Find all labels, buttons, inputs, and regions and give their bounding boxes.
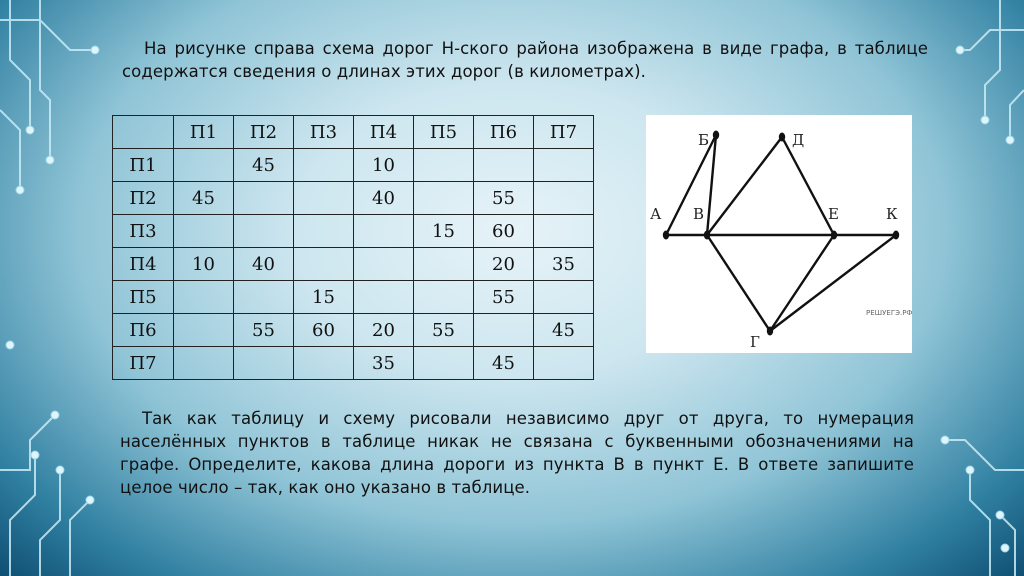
table-cell <box>354 215 414 248</box>
label-e: Е <box>828 205 839 223</box>
table-cell <box>174 149 234 182</box>
table-row <box>113 149 594 182</box>
table-cell <box>294 248 354 281</box>
table-header-cell: П6 <box>474 116 534 149</box>
table-header-cell: П4 <box>354 116 414 149</box>
table-row <box>113 281 594 314</box>
table-cell: 10 <box>174 248 234 281</box>
label-k: К <box>886 205 898 223</box>
table-row <box>113 215 594 248</box>
table-cell <box>294 215 354 248</box>
table-header-cell: П5 <box>113 281 174 314</box>
table-cell: 45 <box>174 182 234 215</box>
table-cell <box>234 347 294 380</box>
table-cell <box>534 347 594 380</box>
table-cell: 40 <box>234 248 294 281</box>
table-header-cell: П4 <box>113 248 174 281</box>
question-text: Так как таблицу и схему рисовали независимо друг от друга, то нумерация населённых пунктов в таблице никак не связана с буквенными обозначениями на графе. Определите, какова длина дороги из пункта В в пункт Е. В ответе запишите целое число – так, как оно указано в таблице. <box>120 409 914 497</box>
label-b: Б <box>698 131 710 149</box>
label-v: В <box>693 205 705 223</box>
table-cell <box>414 281 474 314</box>
table-cell <box>294 182 354 215</box>
table-cell <box>534 149 594 182</box>
table-cell <box>414 347 474 380</box>
table-header-cell: П5 <box>414 116 474 149</box>
table-cell <box>474 314 534 347</box>
table-cell <box>534 182 594 215</box>
table-cell <box>234 182 294 215</box>
table-cell <box>174 281 234 314</box>
vertex-d <box>779 133 785 142</box>
table-header-cell: П7 <box>534 116 594 149</box>
table-cell <box>534 215 594 248</box>
vertex-a <box>663 231 669 240</box>
intro-text: На рисунке справа схема дорог Н-ского района изображена в виде графа, в таблице содержатся сведения о длинах этих дорог (в километрах). <box>122 39 928 81</box>
table-cell: 55 <box>234 314 294 347</box>
table-cell: 35 <box>534 248 594 281</box>
road-graph <box>646 115 912 353</box>
vertex-g <box>767 327 773 336</box>
table-cell: 35 <box>354 347 414 380</box>
table-header-cell: П1 <box>113 149 174 182</box>
table-cell <box>234 281 294 314</box>
table-cell <box>174 215 234 248</box>
table-cell <box>414 149 474 182</box>
table-header-cell: П2 <box>113 182 174 215</box>
table-cell <box>354 248 414 281</box>
table-cell: 20 <box>474 248 534 281</box>
table-cell: 45 <box>534 314 594 347</box>
edge-d-e <box>782 137 834 235</box>
table-cell: 55 <box>414 314 474 347</box>
table-header-cell: П6 <box>113 314 174 347</box>
table-header-cell: П7 <box>113 347 174 380</box>
table-cell: 15 <box>294 281 354 314</box>
table-row <box>113 248 594 281</box>
watermark: РЕШУЕГЭ.РФ <box>866 309 912 317</box>
table-cell: 55 <box>474 182 534 215</box>
table-cell <box>354 281 414 314</box>
table-row <box>113 314 594 347</box>
edge-e-g <box>770 235 834 331</box>
vertex-k <box>893 231 899 240</box>
table-cell: 15 <box>414 215 474 248</box>
table-cell <box>174 314 234 347</box>
table-header-cell: П2 <box>234 116 294 149</box>
table-cell <box>234 215 294 248</box>
table-row <box>113 182 594 215</box>
table-cell <box>474 149 534 182</box>
table-cell: 10 <box>354 149 414 182</box>
table-header-row <box>113 116 594 149</box>
vertex-e <box>831 231 837 240</box>
edge-v-d <box>707 137 782 235</box>
table-header-cell: П3 <box>113 215 174 248</box>
table-cell: 45 <box>234 149 294 182</box>
edge-v-g <box>707 235 770 331</box>
table-cell: 40 <box>354 182 414 215</box>
label-g: Г <box>750 333 760 351</box>
table-cell <box>414 248 474 281</box>
graph-vertices <box>663 131 899 336</box>
label-a: А <box>650 205 662 223</box>
table-cell <box>174 347 234 380</box>
table-header-cell: П3 <box>294 116 354 149</box>
table-cell: 45 <box>474 347 534 380</box>
table-header-cell: П1 <box>174 116 234 149</box>
vertex-v <box>704 231 710 240</box>
table-cell <box>294 347 354 380</box>
table-cell: 55 <box>474 281 534 314</box>
label-d: Д <box>792 131 805 149</box>
table-cell <box>534 281 594 314</box>
table-cell: 60 <box>474 215 534 248</box>
vertex-b <box>713 131 719 140</box>
road-length-table <box>112 115 594 380</box>
table-cell <box>294 149 354 182</box>
table-cell: 20 <box>354 314 414 347</box>
table-cell <box>414 182 474 215</box>
table-header-cell <box>113 116 174 149</box>
table-row <box>113 347 594 380</box>
graph-edges <box>666 135 896 331</box>
table-cell: 60 <box>294 314 354 347</box>
